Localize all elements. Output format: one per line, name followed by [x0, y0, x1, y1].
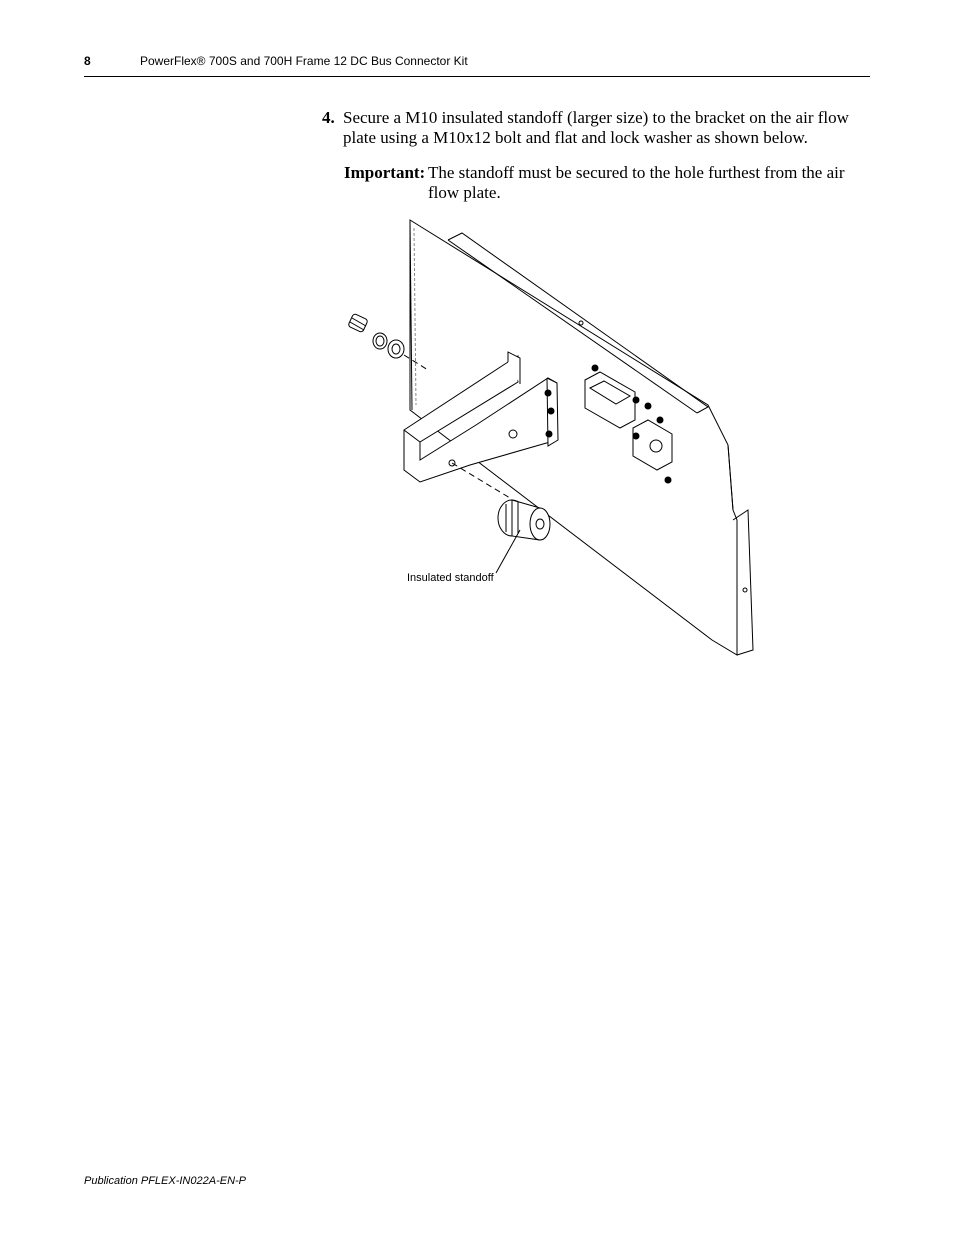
callout-leader-line — [496, 530, 520, 573]
step-text: Secure a M10 insulated standoff (larger size) to the bracket on the air flow plate using a M10x12 bolt and flat and lock washer as shown below. — [343, 108, 849, 147]
lock-washer — [373, 333, 387, 349]
important-text: The standoff must be secured to the hole furthest from the air flow plate. — [428, 163, 845, 202]
important-label: Important: — [344, 163, 426, 182]
publication-footer: Publication PFLEX-IN022A-EN-P — [84, 1175, 247, 1187]
flat-washer — [388, 340, 404, 358]
header-rule — [84, 76, 870, 77]
running-header-title: PowerFlex® 700S and 700H Frame 12 DC Bus Connector Kit — [140, 54, 468, 68]
bolt — [348, 313, 368, 332]
standoff-assembly-diagram — [340, 215, 780, 665]
step-number: 4. — [322, 108, 335, 127]
page-number: 8 — [84, 54, 91, 68]
insulated-standoff-callout: Insulated standoff — [407, 572, 494, 584]
